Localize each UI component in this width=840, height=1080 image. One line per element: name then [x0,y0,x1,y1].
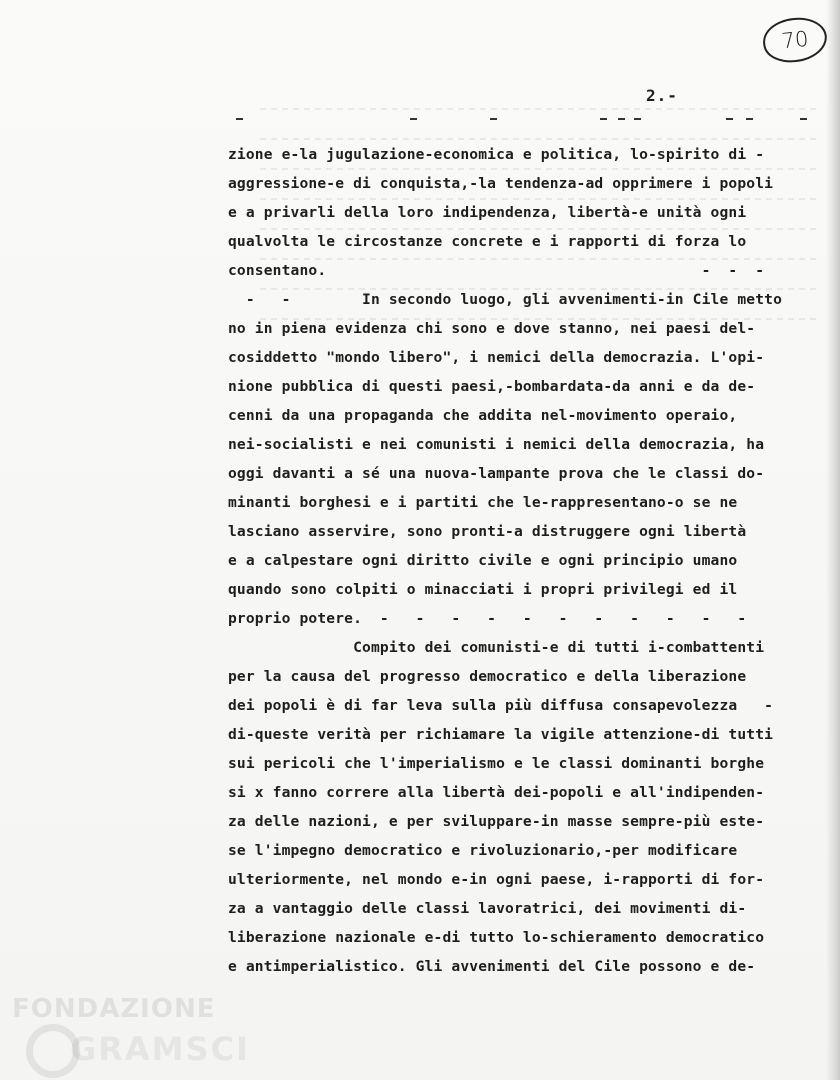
text-line: e a privarli della loro indipendenza, libertà-e unità ogni [228,204,747,221]
text-line: proprio potere. - - - - - - - - - - - [228,610,747,627]
text-line: - - In secondo luogo, gli avvenimenti-in Cile metto [228,291,783,308]
text-line: za delle nazioni, e per sviluppare-in masse sempre-più este- [228,813,765,830]
text-line: dei popoli è di far leva sulla più diffusa consapevolezza - [228,697,774,714]
text-line: nione pubblica di questi paesi,-bombardata-da anni e da de- [228,378,756,395]
text-line: per la causa del progresso democratico e della liberazione [228,668,747,685]
text-line: liberazione nazionale e-di tutto lo-schieramento democratico [228,929,765,946]
text-line: ulteriormente, nel mondo e-in ogni paese, i-rapporti di for- [228,871,765,888]
text-line: za a vantaggio delle classi lavoratrici, dei movimenti di- [228,900,747,917]
text-line: minanti borghesi e i partiti che le-rappresentano-o se ne [228,494,738,511]
text-line: di-queste verità per richiamare la vigile attenzione-di tutti [228,726,774,743]
text-line: lasciano asservire, sono pronti-a distruggere ogni libertà [228,523,747,540]
text-line: qualvolta le circostanze concrete e i rapporti di forza lo [228,233,747,250]
text-line: Compito dei comunisti-e di tutti i-combattenti [228,639,765,656]
dash-separator [230,118,810,132]
text-line: nei-socialisti e nei comunisti i nemici della democrazia, ha [228,436,765,453]
text-line: cosiddetto "mondo libero", i nemici della democrazia. L'opi- [228,349,765,366]
text-line: oggi davanti a sé una nuova-lampante prova che le classi do- [228,465,765,482]
text-line: cenni da una propaganda che addita nel-movimento operaio, [228,407,738,424]
text-line: e antimperialistico. Gli avvenimenti del Cile possono e de- [228,958,756,975]
text-line: sui pericoli che l'imperialismo e le classi dominanti borghe [228,755,765,772]
text-line: zione e-la jugulazione-economica e politica, lo-spirito di - [228,146,765,163]
text-line: se l'impegno democratico e rivoluzionario,-per modificare [228,842,738,859]
page-number: 2.- [646,86,678,105]
page-stamp: 70 [761,15,829,65]
text-line: e a calpestare ogni diritto civile e ogni principio umano [228,552,738,569]
text-line: quando sono colpiti o minacciati i propri privilegi ed il [228,581,738,598]
typed-body-text [228,140,832,981]
watermark-text: FONDAZIONE [12,994,216,1024]
text-line: aggressione-e di conquista,-la tendenza-ad opprimere i popoli [228,175,774,192]
watermark-subtext: GRAMSCI [70,1030,250,1068]
text-line: no in piena evidenza chi sono e dove stanno, nei paesi del- [228,320,756,337]
text-line: consentano. - - - [228,262,765,279]
text-line: si x fanno correre alla libertà dei-popoli e all'indipenden- [228,784,765,801]
